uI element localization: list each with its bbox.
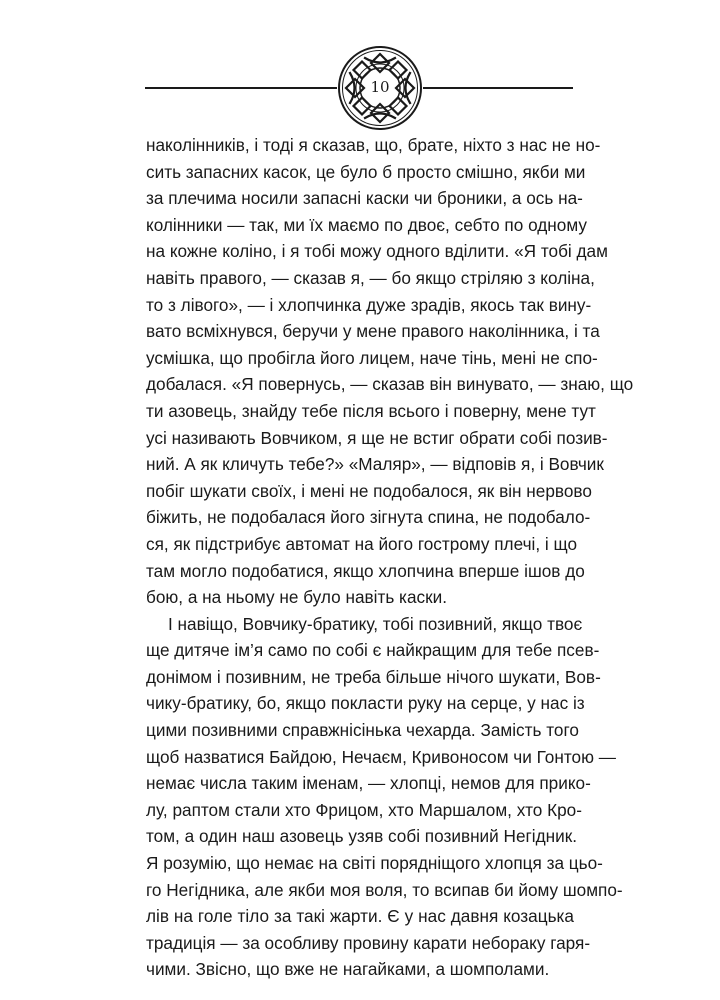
text-line: там могло подобатися, якщо хлопчина вперше ішов до <box>146 560 585 581</box>
text-line: навіть правого, — сказав я, — бо якщо стріляю з коліна, <box>146 267 595 288</box>
text-line: ний. А як кличуть тебе?» «Маляр», — відповів я, і Вовчик <box>146 454 604 475</box>
text-line: ти азовець, знайду тебе після всього і поверну, мене тут <box>146 400 596 421</box>
text-line: немає числа таким іменам, — хлопці, немов для прико- <box>146 773 591 794</box>
page-header <box>0 40 720 140</box>
paragraph-1 <box>146 132 634 611</box>
header-rule-right <box>423 87 573 89</box>
header-rule-left <box>145 87 337 89</box>
text-line: І навіщо, Вовчику-братику, тобі позивний, якщо твоє <box>168 613 583 634</box>
text-line: бою, а на ньому не було навіть каски. <box>146 587 447 608</box>
paragraph-2 <box>146 611 623 983</box>
text-line: го Негідника, але якби моя воля, то всипав би йому шомпо- <box>146 879 623 900</box>
text-line: донімом і позивним, не треба більше нічого шукати, Вов- <box>146 666 601 687</box>
text-line: добалася. «Я повернусь, — сказав він винувато, — знаю, що <box>146 374 634 395</box>
text-line: усі називають Вовчиком, я ще не встиг обрати собі позив- <box>146 427 608 448</box>
text-line: колінники — так, ми їх маємо по двоє, себто по одному <box>146 214 587 235</box>
text-line: традиція — за особливу провину карати небораку гаря- <box>146 932 591 953</box>
text-line: наколінників, і тоді я сказав, що, брате, ніхто з нас не но- <box>146 135 601 155</box>
text-line: Я розумію, що немає на світі порядніщого хлопця за цьо- <box>146 853 603 874</box>
text-line: сить запасних касок, це було б просто смішно, якби ми <box>146 161 586 182</box>
text-line: то з лівого», — і хлопчинка дуже зрадів, якось так вину- <box>146 294 592 315</box>
text-line: побіг шукати своїх, і мені не подобалося, як він нервово <box>146 480 592 501</box>
body-text <box>146 132 634 983</box>
text-line: чику-братику, бо, якщо покласти руку на серце, у нас із <box>146 693 585 714</box>
text-line: чими. Звісно, що вже не нагайками, а шомполами. <box>146 959 550 980</box>
text-line: лів на голе тіло за такі жарти. Є у нас давня козацька <box>146 906 574 927</box>
text-line: за плечима носили запасні каски чи броники, а ось на- <box>146 188 583 209</box>
text-line: ще дитяче ім’я само по собі є найкращим для тебе псев- <box>146 640 600 661</box>
text-line: усмішка, що пробігла його лицем, наче тінь, мені не спо- <box>146 347 598 368</box>
text-line: ся, як підстрибує автомат на його гострому плечі, і що <box>146 533 578 554</box>
text-line: на кожне коліно, і я тобі можу одного вділити. «Я тобі дам <box>146 241 608 262</box>
text-line: біжить, не подобалася його зігнута спина, не подобало- <box>146 507 591 528</box>
text-line: том, а один наш азовець узяв собі позивний Негідник. <box>146 826 578 847</box>
page-number: 10 <box>370 78 390 96</box>
text-line: щоб назватися Байдою, Нечаєм, Кривоносом чи Гонтою — <box>146 746 616 767</box>
text-line: вато всміхнувся, беручи у мене правого наколінника, і та <box>146 321 600 342</box>
text-line: цими позивними справжнісінька чехарда. Замість того <box>146 720 579 741</box>
text-line: лу, раптом стали хто Фрицом, хто Маршалом, хто Кро- <box>146 799 582 820</box>
